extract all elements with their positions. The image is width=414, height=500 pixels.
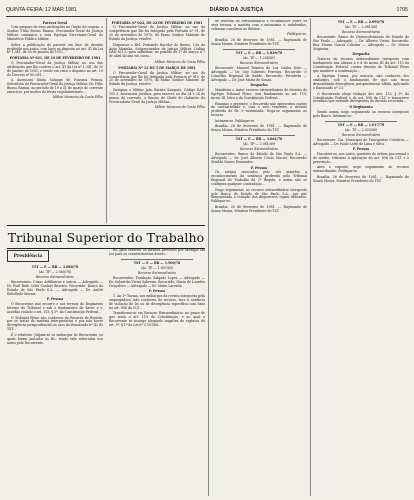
signature: Milton Menezes da Costa Filho bbox=[154, 105, 205, 110]
heading: PORTARIA Nº 23 DE 5 DE MARÇO DE 1981 bbox=[118, 65, 196, 70]
heading: PORTARIA Nº 021, DE 10 DE FEVEREIRO DE 1981 bbox=[9, 55, 101, 60]
paragraph: Brasília, 26 de fevereiro de 1981. — Raymundo de Souza Moura, Ministro Presidente do TST. bbox=[313, 174, 409, 183]
paragraph: Recorrentes: Cosas Artilheiros e outros — Advogado — Dr. Paul Ruth Celet Goulart Bezerra. Recorrido: Banco do Estado de São Paulo S.A. — Advogado — Dr. André Rebolledo Morais. bbox=[7, 280, 103, 296]
divider bbox=[325, 121, 397, 122]
heading: Parecer Geral bbox=[42, 20, 68, 25]
header-date: QUINTA-FEIRA, 12 MAR 1981 bbox=[6, 7, 77, 13]
heading: P. Pessoa bbox=[250, 165, 268, 170]
case-reference: TST — E — RR — 1.829/78 bbox=[235, 51, 283, 56]
paragraph: Intimem-se. Publique-se. bbox=[215, 118, 256, 123]
case-reference: TST — E — RR — 3.061/78 bbox=[235, 137, 283, 142]
paragraph: Brasília, 26 de fevereiro de 1981. — Raymundo de Souza Moura, Ministro Presidente do TST. bbox=[211, 124, 307, 133]
paragraph: de reforma de extraordinário e reclamações sobre os seus termos, a matéria com a autonomia e, indeferidos, voltaram conclusos ao Relator. bbox=[211, 20, 307, 31]
paragraph: Com preparo de seus atribuições no Órgão de origem, o Senhor Fúlio Bueno Ramos, Procurador-Geral da Justiça Militar, comunica a esta Egrégia Secretaria-Geral do Ministério Público Militar... bbox=[7, 25, 103, 42]
paragraph: Ante o exposto, nego seguimento ao recurso extraordinário. Publique-se. bbox=[313, 165, 409, 174]
case-reference: TST — E — RR — 1.017/78 bbox=[337, 122, 385, 127]
case-reference: (Ac. TP — 2.060/78) bbox=[38, 269, 72, 274]
paragraph: Nego seguimento ao recurso extraordinário interposto pelo Banco do Estado de São Paulo S.A., por não demonstrada a violação dos dispositivos legais indicados. Publique-se. bbox=[211, 187, 307, 204]
column-2-bottom bbox=[109, 249, 205, 500]
signature: Milton Menezes da Costa Filho bbox=[154, 59, 205, 64]
heading: P. Pessoa bbox=[46, 297, 64, 302]
banner-title: Tribunal Superior do Trabalho bbox=[7, 229, 205, 245]
paragraph: Dispensar o Bel. Fernando Bacelar de Bueno, Uso da Ação Marinha, Subprocurador da Justiça Militar, Código DAS-101.3, para substituir, no período de 1º de março a 7 de abril do ano em curso... bbox=[109, 42, 205, 59]
paragraph: A Assessora Sônia Solange de Fonseca Pessoa, Substituta do Procurador-Geral da Justiça Militar, Dr. Fúlio Bueno Ramos, no período de 19 a 31 de março do corrente exercício, por motivo de férias regulamentares... bbox=[7, 78, 103, 94]
paragraph: Os artigos invocados pelo réu mantêm a reconhecimento da sentença proferida pelo Tribunal Regional do Trabalho da 2ª Região, e assim não se configura qualquer contradição... bbox=[211, 170, 307, 187]
header-publication: DIÁRIO DA JUSTIÇA bbox=[209, 7, 264, 13]
paragraph: Discutem-se, nos autos, questões de ordem processual e de mérito, relativas à aplicação do art. 896 da CLT e à prescrição... bbox=[313, 152, 409, 164]
subheading: Recurso Extraordinário bbox=[138, 270, 176, 275]
signature: Milton Menezes da Costa Filho bbox=[52, 95, 103, 100]
paragraph: Sobre a publicação do parecer em face da decisão proferida nos autos, com base no disposto no art. 41 da Lei nº 1.341, de 30 de janeiro de 1951... bbox=[7, 42, 103, 55]
paragraph: O Tribunal Pleno não conheceu do Recurso de Revista, por se tratar de matéria interpretativa e por não haver divergência jurisprudencial no caso do Enunciado nº 42 do TST... bbox=[7, 315, 103, 332]
paragraph: Brasília, 26 de fevereiro de 1981. — Raymundo de Souza Moura, Ministro Presidente do TST. bbox=[211, 38, 307, 47]
subheading: Recurso Extraordinário bbox=[342, 30, 380, 34]
section-label-box bbox=[7, 250, 49, 262]
paragraph: Recorrente: Banco de Desenvolvimento do Estado de São Paulo — Advogado — Dr. Alberto Vieira. Recorrido: Ruy Moura Garcia Celuirin — Advogado — Dr. Moura Nogueira. bbox=[313, 35, 409, 51]
paragraph: Recorrente: Manoel Teixeira da Luz Cunha Neto — Advogado — Dr. Guy Sobreiro Ferreira. Recorrido: O Conselho Regional de Saúde. Recorrido: Petrobrás — Advogado — Dr. José Maria de Souza. bbox=[211, 66, 307, 82]
paragraph: Manifesta o Autor recurso extraordinário de decisão do Egrégio Tribunal Pleno, com fundamento no art. 119, inciso III, letra a da Constituição Federal... bbox=[211, 88, 307, 101]
paragraph: Recorrentes: Banco do Estado de São Paulo S.A. — Advogado — Dr. José Alberto Couto Maciel. Recorrido: Zenilda Nunes Fernandes. bbox=[211, 152, 307, 164]
paragraph: Transforma-se em Recurso Extraordinário, no prazo de que trata o art. 119 da Constituição, e ao qual o Recorrente se insurge alegando negativa de vigência do art. 5º, § 1º da Lei nº 5.107/66... bbox=[109, 311, 205, 328]
column-divider bbox=[310, 18, 311, 496]
case-reference: (Ac. TP — 1.254/80) bbox=[242, 55, 276, 60]
paragraph: Recorrente: Cia. Municipal de Transportes Coletivos — Advogado — Dr. Paulo Leite de Lima e Silva. bbox=[313, 137, 409, 146]
case-reference: (Ac. TP — 2.081/80) bbox=[242, 142, 276, 146]
heading: PORTARIA Nº 022, DE 22 DE FEVEREIRO DE 1981 bbox=[111, 20, 203, 25]
paragraph: no, para resolver os direitos previstos por exemplo em Lei para os consentimentos destes... bbox=[109, 249, 205, 256]
paragraph: Trata-se de recurso extraordinário interposto com fundamento nas alíneas a e d do inciso III do art. 119 da Constituição Federal, contra decisão do Tribunal Pleno que manteve a condenação... bbox=[313, 57, 409, 73]
heading: Despacho bbox=[250, 83, 268, 88]
paragraph: O Procurador-Geral da Justiça Militar, no uso da competência que lhe foi delegada pela Portaria nº 915, de 20 de novembro de 1970, do Exmo. Senhor Ministro de Estado da Justiça, resolve: bbox=[109, 70, 205, 87]
section-label: Presidência bbox=[13, 253, 43, 259]
paragraph: Sendo assim, nego seguimento ao recurso interposto pelo Banco. Intimem-se. bbox=[313, 109, 409, 118]
page-header bbox=[6, 4, 408, 17]
heading: P. Pessoa bbox=[352, 147, 370, 152]
paragraph: Brasília, 26 de fevereiro de 1981. — Raymundo de Souza Moura, Ministro Presidente do TST. bbox=[211, 204, 307, 213]
column-2-top bbox=[109, 20, 205, 242]
paragraph: 1. Ao 1º Turma, nos embargos da revista interposta pela empregadora, não conheceu do recurso, face à ausência de violação de lei ou de divergência específica com base no art. 894 da CLT... bbox=[109, 294, 205, 310]
case-reference: TST — E — RR — 1.500/78 bbox=[133, 260, 181, 265]
case-reference: (Ac. TP — 2.081/80) bbox=[344, 24, 378, 29]
paragraph: Designar o Militar João Batista Sampaio, Código DAS-101.3, Assessoria Jurídica, para exercer, no dia 24 e 26 de março do corrente, a função de Chefe do Gabinete da Procuradoria-Geral da Justiça Militar... bbox=[109, 87, 205, 104]
subheading: Recurso Extraordinário bbox=[240, 61, 278, 66]
paragraph: O Recorrente alega violação dos arts. 153, § 3º, da Constituição Federal e do art. 896 da CLT, e transcreve acórdãos que entende divergentes da decisão recorrida... bbox=[313, 91, 409, 104]
paragraph: O Procurador-Geral da Justiça Militar, no uso da competência que lhe foi delegada pela Portaria nº 91, de 20 de novembro de 1970, do Exmo. Senhor Ministro de Estado da Justiça, resolve: bbox=[109, 25, 205, 42]
paragraph: O Recorrente não recorre e nos termos do Regimento Interno do Tribunal e sob o fundamento de haver o v. acórdão violado o art. 153, § 3º, da Constituição Federal... bbox=[7, 302, 103, 315]
paragraph: É o relatório. Julgam-se os embargos do Recorrente, os quais foram juntados às fls., tendo sido reiterados nos autos pelo Recorrente. bbox=[7, 332, 103, 345]
case-reference: TST — E — RR — 3.080/78 bbox=[31, 265, 79, 269]
divider bbox=[121, 259, 193, 260]
signature: Publique-se. bbox=[287, 32, 307, 37]
subheading: Recurso Extraordinário bbox=[36, 275, 74, 279]
paragraph: O Procurador-Geral da Justiça Militar, no uso das atribuições que lhe confere o art. 41 da Lei nº 1.341, de 30 de janeiro de 1951, e tendo em vista o disposto no art. 19 do Decreto nº 80.081... bbox=[7, 60, 103, 77]
case-reference: TST — E — RR — 2.090/78 bbox=[337, 20, 385, 24]
divider bbox=[223, 135, 295, 136]
paragraph: Recorrentes: Fundação Salgado Lopes — Advogado — Dr. Sebastião Vieira Sabreiro. Recorrido: Maria de Lourdes Gonçalves — Advogado — Dr. Mário Lacerda. bbox=[109, 275, 205, 288]
heading: O Regimento bbox=[349, 104, 373, 109]
case-reference: (Ac. TP — 1.897/80) bbox=[140, 265, 174, 270]
case-reference: (Ac. TP — 2.025/80) bbox=[344, 127, 378, 132]
column-3 bbox=[211, 20, 307, 500]
header-page-number: 1705 bbox=[396, 7, 408, 13]
column-divider bbox=[208, 18, 209, 496]
column-4 bbox=[313, 20, 409, 500]
subheading: Recurso Extraordinário bbox=[240, 147, 278, 152]
column-1-top bbox=[7, 20, 103, 242]
paragraph: A Egrégia Turma, por maioria, não conheceu dos embargos, sob o fundamento de que não ficou demonstrada divergência jurisprudencial válida, aplicando o Enunciado nº 23. bbox=[313, 74, 409, 91]
heading: Despacho bbox=[352, 52, 370, 57]
subheading: Recurso Extraordinário bbox=[342, 132, 380, 137]
heading: P. Pessoa bbox=[148, 289, 166, 294]
section-banner bbox=[7, 225, 205, 249]
column-divider bbox=[106, 18, 107, 223]
divider bbox=[223, 49, 295, 50]
paragraph: Examino o presente, o Recorrido não apresentou razões de contrariedade e, com o voto vencedor, a decisão proferida de fls. é sustentada. Nega-se seguimento ao recurso. bbox=[211, 101, 307, 118]
column-1-bottom bbox=[7, 265, 103, 500]
